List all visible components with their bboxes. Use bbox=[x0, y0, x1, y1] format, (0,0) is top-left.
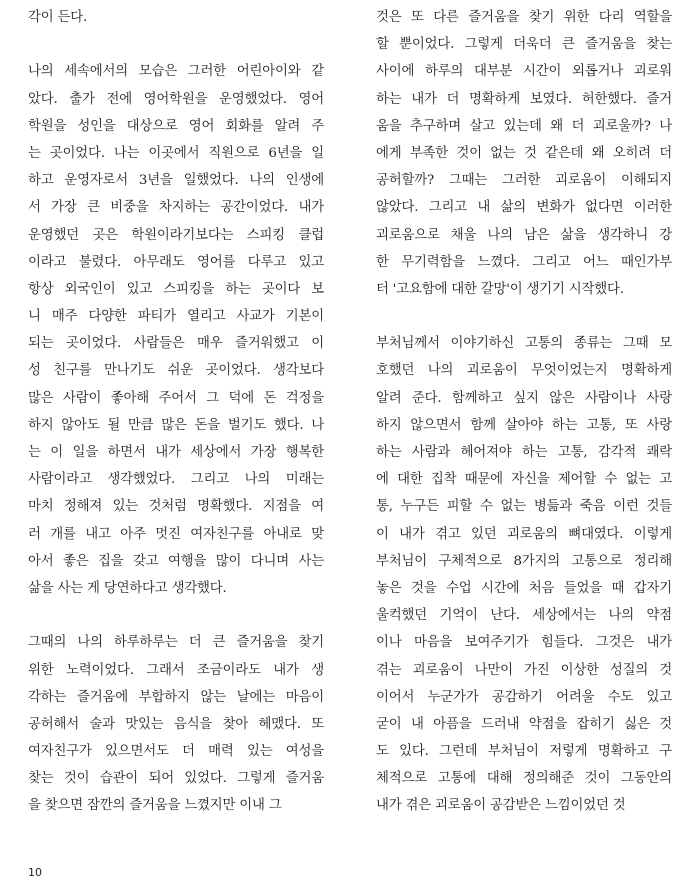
text-line: 부처님이 구체적으로 8가지의 고통으로 정리해 bbox=[376, 553, 672, 569]
text-line: 터 '고요함에 대한 갈망'이 생기기 시작했다. bbox=[376, 281, 624, 297]
text-line: 도 있다. 그런데 부처님이 저렇게 명확하고 구 bbox=[376, 744, 672, 760]
text-line: 할 뿐이었다. 그렇게 더욱더 큰 즐거움을 찾는 bbox=[376, 37, 672, 53]
text-line: 굳이 내 아픔을 드러내 약점을 잡히기 싫은 것 bbox=[376, 716, 672, 732]
text-line: 놓은 것을 수업 시간에 처음 들었을 때 갑자기 bbox=[376, 580, 672, 596]
text-line: 내가 겪은 괴로움이 공감받은 느낌이었던 것 bbox=[376, 798, 626, 814]
text-line: 하는 내가 더 명확하게 보였다. 허한했다. 즐거 bbox=[376, 91, 672, 107]
text-line: 움을 추구하며 살고 있는데 왜 더 괴로울까? 나 bbox=[376, 118, 672, 134]
text-line: 통, 누구든 피할 수 없는 병듦과 죽음 이런 것들 bbox=[376, 499, 672, 515]
text-line: 호했던 나의 괴로움이 무엇이었는지 명확하게 bbox=[376, 363, 672, 379]
paragraph-gap bbox=[376, 303, 672, 330]
text-line: 한 무기력함을 느꼈다. 그리고 어느 때인가부 bbox=[376, 254, 672, 270]
left-text-column bbox=[28, 4, 324, 820]
text-line: 이어서 누군가가 공감하기 어려울 수도 있고 bbox=[376, 689, 672, 705]
text-line: 항상 외국인이 있고 스피킹을 하는 곳이다 보 bbox=[28, 281, 324, 297]
text-line: 겪는 괴로움이 나만이 가진 이상한 성질의 것 bbox=[376, 662, 672, 678]
text-line: 체적으로 고통에 대해 정의해준 것이 그동안의 bbox=[376, 771, 672, 787]
text-line: 았다. 출가 전에 영어학원을 운영했었다. 영어 bbox=[28, 91, 324, 107]
text-line: 울컥했던 기억이 난다. 세상에서는 나의 약점 bbox=[376, 608, 672, 624]
text-line: 는 이 일을 하면서 내가 세상에서 가장 행복한 bbox=[28, 445, 324, 460]
text-line: 학원을 성인을 대상으로 영어 회화를 알려 주 bbox=[28, 118, 324, 134]
text-line: 에 대한 집착 때문에 자신을 제어할 수 없는 고 bbox=[376, 472, 672, 488]
text-line: 각이 든다. bbox=[28, 10, 88, 25]
text-line: 여자친구가 있으면서도 더 매력 있는 여성을 bbox=[28, 744, 324, 760]
text-line: 는 곳이었다. 나는 이곳에서 직원으로 6년을 일 bbox=[28, 145, 324, 161]
paragraph-gap bbox=[28, 31, 324, 58]
text-line: 성 친구를 만나기도 쉬운 곳이었다. 생각보다 bbox=[28, 363, 324, 379]
text-line: 하는 사람과 헤어져야 하는 고통, 감각적 쾌락 bbox=[376, 445, 672, 460]
text-line: 사람이라고 생각했었다. 그리고 나의 미래는 bbox=[28, 472, 324, 488]
text-line: 하지 않으면서 함께 살아야 하는 고통, 또 사랑 bbox=[376, 417, 672, 433]
text-line: 것은 또 다른 즐거움을 찾기 위한 다리 역할을 bbox=[376, 10, 672, 25]
right-text-column bbox=[376, 4, 672, 820]
text-line: 에게 부족한 것이 없는 것 같은데 왜 오히려 더 bbox=[376, 145, 672, 161]
text-line: 공허해서 술과 맛있는 음식을 찾아 헤맸다. 또 bbox=[28, 716, 324, 732]
text-line: 이나 마음을 보여주기가 힘들다. 그것은 내가 bbox=[376, 635, 672, 651]
text-line: 운영했던 곳은 학원이라기보다는 스피킹 클럽 bbox=[28, 227, 324, 243]
text-line: 않았다. 그리고 내 삶의 변화가 없다면 이러한 bbox=[376, 200, 672, 216]
text-line: 위한 노력이었다. 그래서 조금이라도 내가 생 bbox=[28, 662, 324, 678]
text-line: 하지 않아도 될 만큼 많은 돈을 벌기도 했다. 나 bbox=[28, 417, 324, 433]
text-line: 괴로움으로 채울 나의 남은 삶을 생각하니 강 bbox=[376, 227, 672, 243]
text-line: 서 가장 큰 비중을 차지하는 공간이었다. 내가 bbox=[28, 200, 324, 216]
text-line: 이라고 불렸다. 아무래도 영어를 다루고 있고 bbox=[28, 254, 324, 270]
text-line: 알려 준다. 함께하고 싶지 않은 사람이나 사랑 bbox=[376, 390, 672, 406]
text-line: 마치 정해져 있는 것처럼 명확했다. 지점을 여 bbox=[28, 499, 324, 515]
text-line: 찾는 것이 습관이 되어 있었다. 그렇게 즐거움 bbox=[28, 771, 324, 787]
paragraph-gap bbox=[28, 602, 324, 629]
text-line: 러 개를 내고 아주 멋진 여자친구를 아내로 맞 bbox=[28, 526, 324, 542]
text-line: 하고 운영자로서 3년을 일했었다. 나의 인생에 bbox=[28, 173, 324, 189]
text-line: 나의 세속에서의 모습은 그러한 어린아이와 같 bbox=[28, 64, 324, 80]
text-line: 그때의 나의 하루하루는 더 큰 즐거움을 찾기 bbox=[28, 635, 324, 651]
text-line: 아서 좋은 집을 갖고 여행을 많이 다니며 사는 bbox=[28, 553, 324, 569]
text-line: 부처님께서 이야기하신 고통의 종류는 그때 모 bbox=[376, 336, 672, 352]
text-line: 많은 사람이 좋아해 주어서 그 덕에 돈 걱정을 bbox=[28, 390, 324, 406]
text-line: 이 내가 겪고 있던 괴로움의 뼈대였다. 이렇게 bbox=[376, 526, 672, 542]
text-line: 니 매주 다양한 파티가 열리고 사교가 기본이 bbox=[28, 309, 324, 325]
text-line: 삶을 사는 게 당연하다고 생각했다. bbox=[28, 580, 227, 596]
text-line: 사이에 하루의 대부분 시간이 외롭거나 괴로워 bbox=[376, 64, 672, 80]
text-line: 각하는 즐거움에 부합하지 않는 날에는 마음이 bbox=[28, 689, 324, 705]
text-line: 공허할까? 그때는 그러한 괴로움이 이해되지 bbox=[376, 173, 672, 189]
page-number: 10 bbox=[28, 866, 42, 879]
text-line: 되는 곳이었다. 사람들은 매우 즐거워했고 이 bbox=[28, 336, 324, 352]
text-line: 을 찾으면 잠깐의 즐거움을 느꼈지만 이내 그 bbox=[28, 798, 282, 814]
